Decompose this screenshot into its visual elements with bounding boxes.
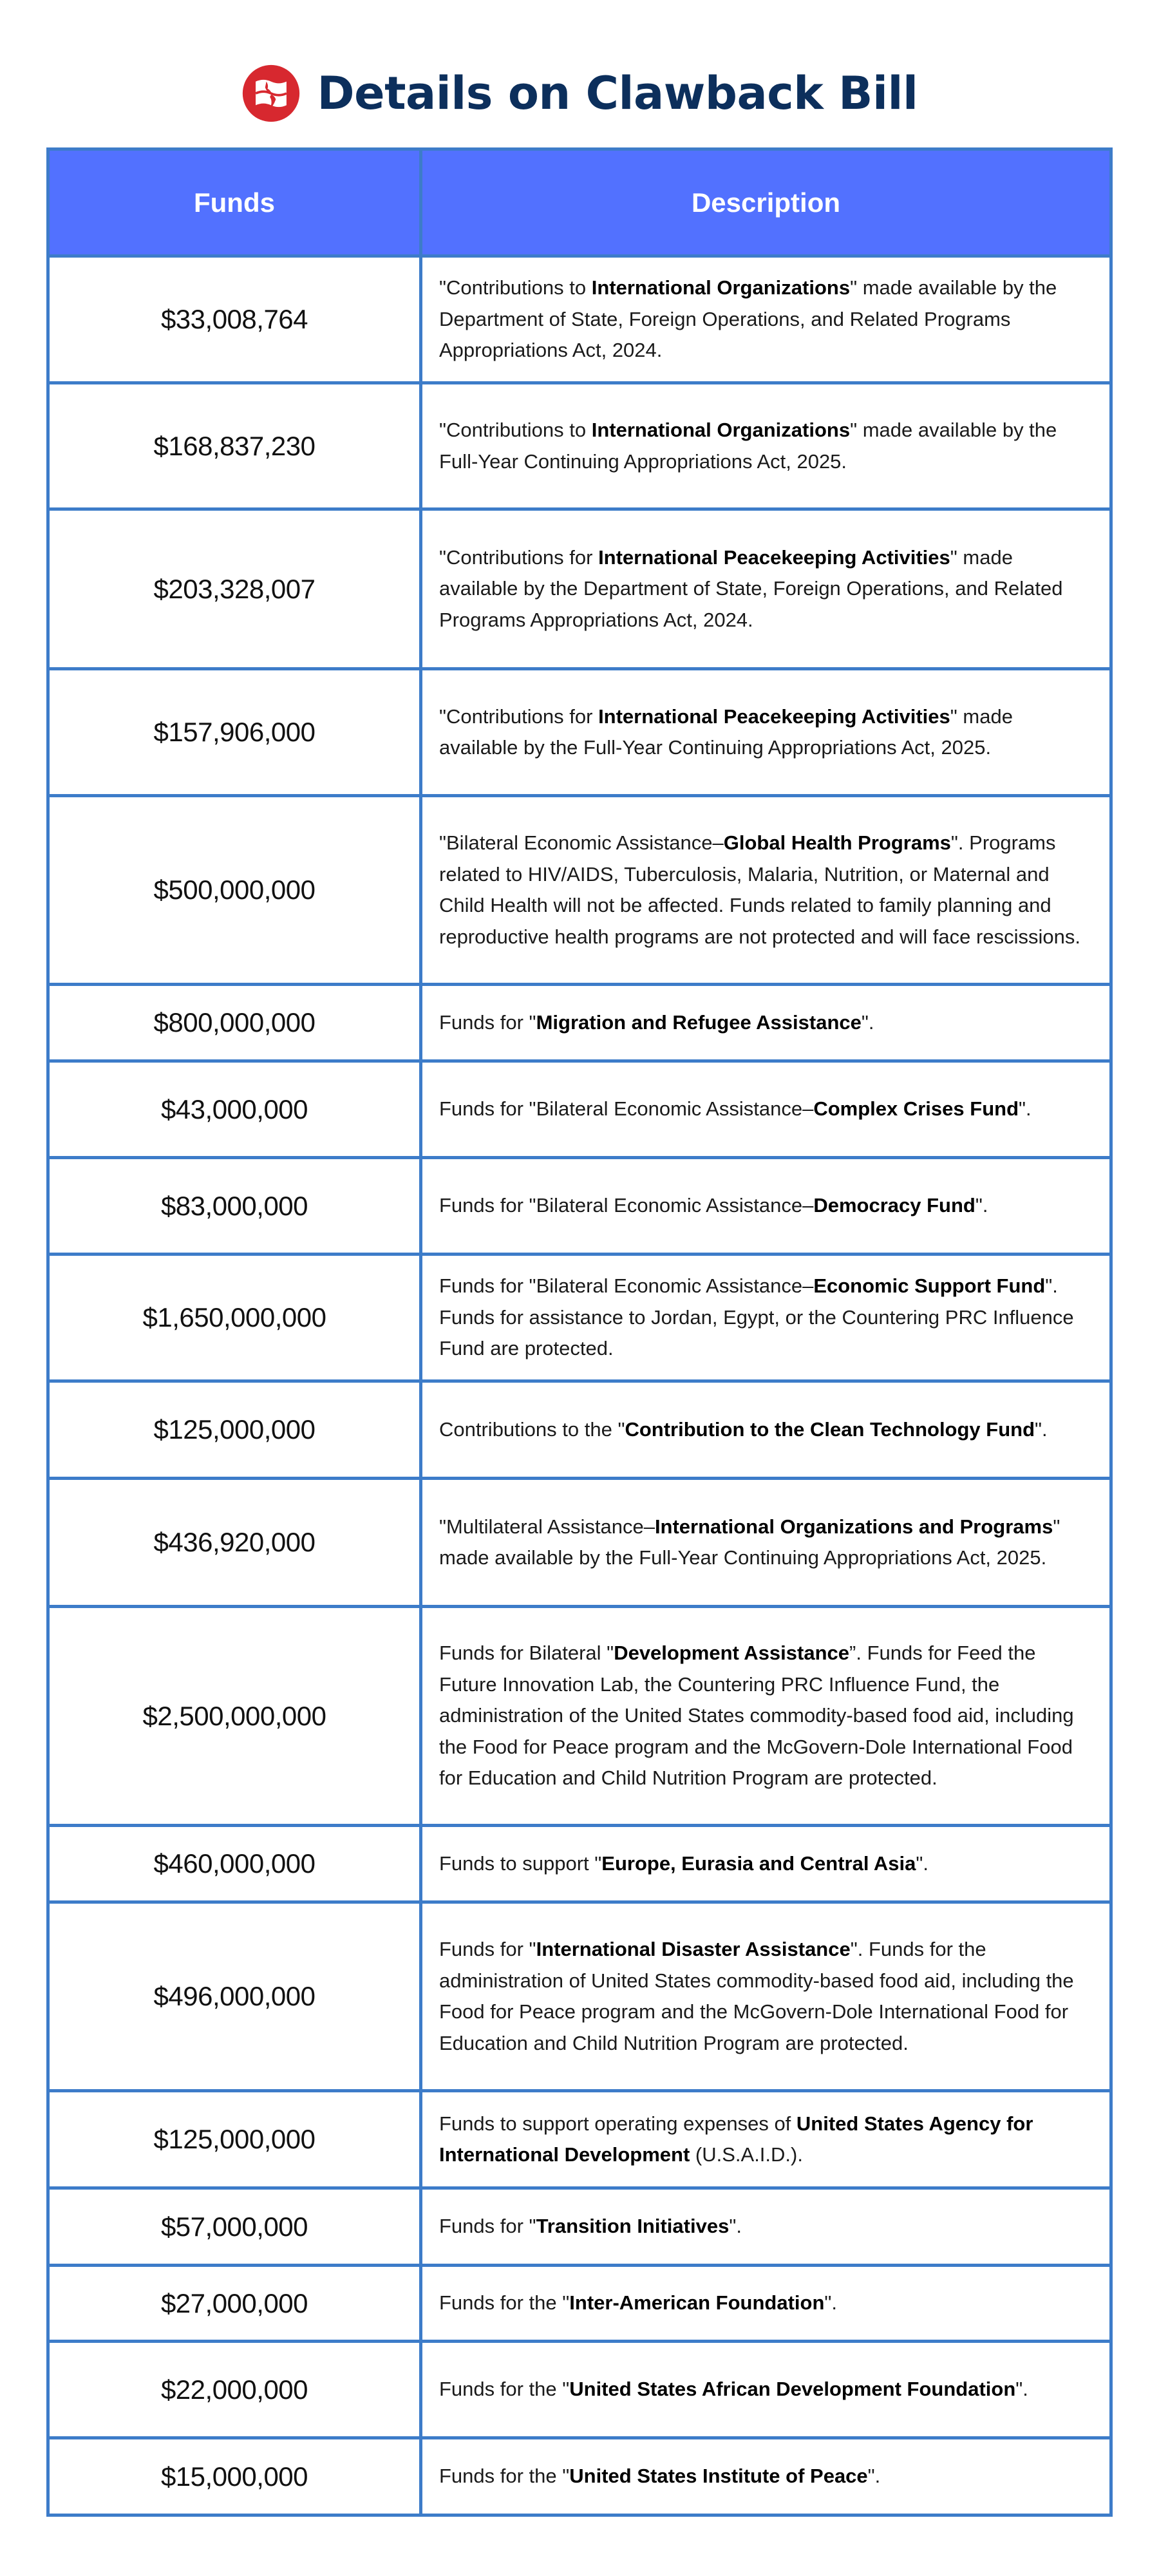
- table-row: [50, 1256, 1109, 1383]
- description-segment: Funds for ": [439, 1938, 536, 1960]
- funds-amount: $496,000,000: [153, 1981, 316, 2011]
- funds-amount: $83,000,000: [160, 1190, 308, 1221]
- description-cell: [422, 258, 1109, 381]
- table-header-row: [50, 151, 1109, 258]
- description-text: [439, 1190, 988, 1222]
- description-cell: [422, 384, 1109, 507]
- table-row: [50, 1827, 1109, 1904]
- description-segment: Funds to support operating expenses of: [439, 2112, 796, 2135]
- funds-cell: [50, 2092, 422, 2186]
- description-text: [439, 1511, 1093, 1574]
- funds-amount: $57,000,000: [160, 2211, 308, 2242]
- funds-amount: $203,328,007: [153, 573, 316, 604]
- funds-amount: $168,837,230: [153, 430, 316, 461]
- description-segment: " made available by the Full-Year Continuing Appropriations Act, 2025.: [439, 419, 1057, 473]
- column-header-description: Description: [691, 187, 841, 218]
- description-emphasis: Global Health Programs: [723, 831, 951, 854]
- description-cell: [422, 2190, 1109, 2264]
- description-segment: Funds for the ": [439, 2291, 570, 2315]
- table-row: [50, 1063, 1109, 1159]
- description-segment: ". Programs related to HIV/AIDS, Tuberculosis, Malaria, Nutrition, or Maternal and Child Health will not be affected. Funds related to family planning and reproductive health programs are not protected and will face rescissions.: [439, 831, 1080, 948]
- description-segment: "Multilateral Assistance–: [439, 1515, 655, 1538]
- funds-amount: $22,000,000: [160, 2374, 308, 2405]
- description-segment: Funds for "Bilateral Economic Assistance–: [439, 1194, 814, 1217]
- description-segment: ”. Funds for Feed the Future Innovation Lab, the Countering PRC Influence Fund, the administration of the United States commodity-based food aid, including the Food for Peace program and the McGovern-Dole International Food for Education and Child Nutrition Program are protected.: [439, 1642, 1074, 1790]
- table-row: [50, 2343, 1109, 2439]
- description-segment: Funds for the ": [439, 2378, 570, 2401]
- funds-amount: $460,000,000: [153, 1848, 316, 1879]
- description-emphasis: International Peacekeeping Activities: [598, 545, 950, 569]
- description-cell: [422, 1063, 1109, 1156]
- description-text: [439, 1934, 1093, 2059]
- column-header-funds: Funds: [50, 151, 422, 254]
- description-emphasis: Migration and Refugee Assistance: [536, 1010, 862, 1034]
- description-cell: [422, 1383, 1109, 1477]
- funds-amount: $15,000,000: [160, 2461, 308, 2492]
- description-segment: ". Funds for assistance to Jordan, Egypt, or the Countering PRC Influence Fund are protected.: [439, 1274, 1074, 1360]
- description-segment: "Contributions for: [439, 705, 599, 728]
- funds-cell: [50, 1480, 422, 1605]
- description-text: [439, 1848, 928, 1880]
- description-segment: "Contributions to: [439, 276, 592, 299]
- description-segment: Funds for "Bilateral Economic Assistance–: [439, 1274, 814, 1298]
- description-segment: (U.S.A.I.D.).: [690, 2143, 803, 2166]
- page-header: [0, 58, 1159, 129]
- funds-cell: [50, 2190, 422, 2264]
- description-segment: ".: [1035, 1417, 1048, 1441]
- funds-amount: $1,650,000,000: [142, 1302, 326, 1332]
- funds-cell: [50, 511, 422, 667]
- description-segment: "Bilateral Economic Assistance–: [439, 831, 724, 854]
- table-row: [50, 2190, 1109, 2267]
- description-cell: [422, 986, 1109, 1059]
- funds-amount: $43,000,000: [160, 1094, 308, 1124]
- description-emphasis: Contribution to the Clean Technology Fund: [625, 1417, 1035, 1441]
- funds-cell: [50, 2439, 422, 2514]
- description-text: [439, 1271, 1093, 1365]
- table-row: [50, 1608, 1109, 1827]
- description-emphasis: International Disaster Assistance: [536, 1938, 851, 1960]
- description-emphasis: United States African Development Foundation: [569, 2378, 1016, 2401]
- description-cell: [422, 2267, 1109, 2340]
- funds-amount: $500,000,000: [153, 875, 316, 905]
- description-emphasis: Economic Support Fund: [813, 1274, 1046, 1298]
- description-segment: ".: [861, 1010, 874, 1034]
- description-emphasis: Europe, Eurasia and Central Asia: [601, 1852, 916, 1875]
- description-segment: " made available by the Department of State, Foreign Operations, and Related Programs Appropriations Act, 2024.: [439, 545, 1063, 631]
- description-segment: Funds to support ": [439, 1852, 602, 1875]
- funds-cell: [50, 1827, 422, 1900]
- description-segment: ".: [1015, 2378, 1028, 2401]
- description-segment: ".: [916, 1852, 929, 1875]
- funds-cell: [50, 1256, 422, 1379]
- table-row: [50, 2267, 1109, 2343]
- description-text: [439, 2108, 1093, 2171]
- description-emphasis: International Organizations and Programs: [654, 1515, 1053, 1538]
- table-row: [50, 2439, 1109, 2517]
- table-row: [50, 1480, 1109, 1608]
- funds-cell: [50, 1904, 422, 2089]
- description-cell: [422, 670, 1109, 794]
- description-segment: Funds for ": [439, 1010, 536, 1034]
- funds-cell: [50, 384, 422, 507]
- funds-cell: [50, 670, 422, 794]
- description-segment: ".: [867, 2465, 881, 2488]
- description-cell: [422, 1608, 1109, 1824]
- description-emphasis: United States Agency for International Development: [439, 2112, 1033, 2166]
- description-segment: Funds for the ": [439, 2465, 570, 2488]
- table-row: [50, 258, 1109, 384]
- funds-cell: [50, 797, 422, 983]
- flag-globe-logo-icon: [241, 64, 301, 123]
- funds-cell: [50, 2267, 422, 2340]
- table-row: [50, 1904, 1109, 2092]
- description-text: [439, 2374, 1028, 2405]
- funds-cell: [50, 986, 422, 1059]
- description-text: [439, 701, 1093, 764]
- description-text: [439, 2211, 742, 2242]
- funds-amount: $157,906,000: [153, 717, 316, 747]
- table-row: [50, 511, 1109, 670]
- description-emphasis: Democracy Fund: [813, 1194, 975, 1217]
- description-emphasis: Complex Crises Fund: [813, 1097, 1019, 1121]
- clawback-funds-table: [46, 147, 1113, 2517]
- description-cell: [422, 1827, 1109, 1900]
- table-row: [50, 1383, 1109, 1480]
- funds-cell: [50, 1063, 422, 1156]
- table-row: [50, 384, 1109, 511]
- description-cell: [422, 1256, 1109, 1379]
- description-text: [439, 542, 1093, 636]
- description-text: [439, 1638, 1093, 1794]
- funds-amount: $125,000,000: [153, 2124, 316, 2154]
- funds-amount: $33,008,764: [160, 304, 308, 334]
- table-row: [50, 797, 1109, 986]
- funds-amount: $2,500,000,000: [142, 1700, 326, 1731]
- description-text: [439, 1007, 874, 1039]
- description-text: [439, 415, 1093, 477]
- description-segment: ".: [729, 2215, 742, 2238]
- description-segment: ".: [975, 1194, 988, 1217]
- description-text: [439, 828, 1093, 952]
- description-text: [439, 2287, 837, 2319]
- funds-amount: $27,000,000: [160, 2287, 308, 2318]
- description-cell: [422, 511, 1109, 667]
- description-cell: [422, 797, 1109, 983]
- description-cell: [422, 1904, 1109, 2089]
- funds-cell: [50, 1608, 422, 1824]
- description-emphasis: United States Institute of Peace: [569, 2465, 868, 2488]
- page-title: Details on Clawback Bill: [317, 67, 918, 120]
- description-cell: [422, 2092, 1109, 2186]
- funds-cell: [50, 1159, 422, 1253]
- description-segment: "Contributions to: [439, 419, 592, 441]
- description-segment: Funds for "Bilateral Economic Assistance–: [439, 1097, 814, 1121]
- description-emphasis: Development Assistance: [614, 1642, 850, 1665]
- description-emphasis: Inter-American Foundation: [569, 2291, 825, 2315]
- description-cell: [422, 1480, 1109, 1605]
- funds-cell: [50, 258, 422, 381]
- table-row: [50, 986, 1109, 1063]
- funds-cell: [50, 1383, 422, 1477]
- description-text: [439, 2461, 880, 2492]
- description-segment: Funds for Bilateral ": [439, 1642, 614, 1665]
- description-text: [439, 1094, 1032, 1125]
- table-row: [50, 2092, 1109, 2190]
- description-cell: [422, 2439, 1109, 2514]
- description-segment: " made available by the Department of State, Foreign Operations, and Related Programs Appropriations Act, 2024.: [439, 276, 1057, 362]
- description-segment: Funds for ": [439, 2215, 536, 2238]
- description-emphasis: International Peacekeeping Activities: [598, 705, 950, 728]
- funds-cell: [50, 2343, 422, 2436]
- description-text: [439, 1414, 1048, 1446]
- description-cell: [422, 2343, 1109, 2436]
- funds-amount: $125,000,000: [153, 1414, 316, 1444]
- description-emphasis: International Organizations: [591, 276, 851, 299]
- description-segment: ".: [824, 2291, 838, 2315]
- description-emphasis: International Organizations: [591, 419, 851, 441]
- description-emphasis: Transition Initiatives: [536, 2215, 730, 2238]
- description-segment: ". Funds for the administration of United States commodity-based food aid, including the Food for Peace program and the McGovern-Dole International Food for Education and Child Nutrition Program are protected.: [439, 1938, 1074, 2054]
- table-row: [50, 1159, 1109, 1256]
- description-segment: " made available by the Full-Year Continuing Appropriations Act, 2025.: [439, 1515, 1060, 1569]
- description-segment: " made available by the Full-Year Continuing Appropriations Act, 2025.: [439, 705, 1013, 759]
- description-text: [439, 272, 1093, 366]
- funds-amount: $800,000,000: [153, 1007, 316, 1037]
- description-cell: [422, 1159, 1109, 1253]
- description-segment: Contributions to the ": [439, 1417, 625, 1441]
- table-row: [50, 670, 1109, 797]
- description-segment: "Contributions for: [439, 545, 599, 569]
- funds-amount: $436,920,000: [153, 1527, 316, 1557]
- description-segment: ".: [1019, 1097, 1032, 1121]
